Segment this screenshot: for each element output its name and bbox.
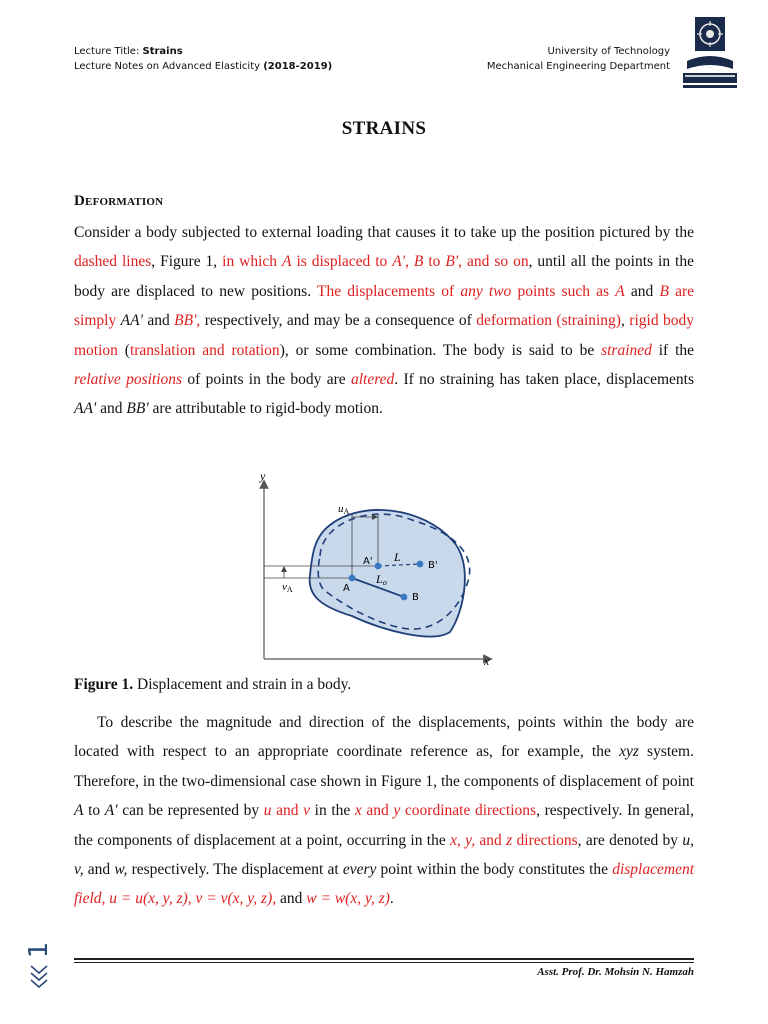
text-run: . If no straining has taken place, displacements — [394, 371, 695, 389]
text-run: w = w(x, y, z) — [306, 890, 390, 908]
text-run: A — [615, 282, 625, 300]
text-run: to — [423, 253, 446, 271]
section-heading: Deformation — [74, 193, 164, 209]
v-label: vA — [282, 581, 293, 594]
text-run: relative positions — [74, 371, 183, 389]
text-run: in the — [310, 802, 355, 820]
x-axis-label: x — [484, 654, 490, 668]
text-run: and — [83, 861, 115, 879]
department-name: Mechanical Engineering Department — [486, 61, 670, 72]
point-b — [401, 594, 408, 601]
figure-caption: Figure 1. Displacement and strain in a body. — [74, 676, 352, 693]
y-axis-label: y — [260, 469, 266, 483]
text-run: respectively, and may be a consequence of — [200, 312, 477, 330]
label-a: A — [343, 583, 350, 594]
footer-rule — [74, 958, 694, 960]
text-run: , and so on — [458, 253, 529, 271]
text-run: A' — [392, 253, 406, 271]
text-run: , — [620, 312, 630, 330]
university-name: University of Technology — [547, 46, 670, 57]
text-run: if the — [651, 341, 695, 359]
point-a-prime — [375, 563, 382, 570]
text-run: deformation (straining) — [476, 312, 621, 330]
text-run: , are denoted by — [577, 831, 683, 849]
text-run: u — [263, 802, 272, 820]
text-run: v — [303, 802, 311, 820]
text-run: x — [354, 802, 362, 820]
u-label: uA — [338, 503, 350, 516]
text-run: and — [271, 802, 304, 820]
label-Lo: Lo — [376, 572, 387, 587]
text-run: points such as — [511, 282, 616, 300]
text-run: translation and rotation — [129, 341, 280, 359]
label-L: L — [394, 550, 401, 564]
page-title: STRAINS — [341, 118, 427, 139]
text-run: and — [142, 312, 175, 330]
text-run: BB', — [174, 312, 201, 330]
text-run: u, v, — [74, 831, 695, 879]
text-run: is displaced to — [291, 253, 393, 271]
text-run: and — [276, 890, 307, 908]
text-run: and — [96, 400, 127, 418]
text-run: Consider a body subjected to external loading that causes it to take up the position pictured by the — [74, 224, 694, 241]
paragraph-displacement-field — [74, 708, 694, 914]
text-run: to — [83, 802, 105, 820]
text-run: , until all the points in the body are displaced to new positions. — [74, 253, 694, 300]
label-b: B — [412, 592, 419, 603]
text-run: AA' — [74, 400, 97, 418]
text-run: , respectively. In general, the components of displacement at a point, occurring in the — [74, 802, 694, 849]
page-number: 1 — [24, 941, 54, 959]
undeformed-body — [310, 510, 465, 637]
text-run: every — [342, 861, 377, 879]
text-run: B — [413, 253, 424, 271]
text-run: AA' — [120, 312, 143, 330]
text-run: A — [282, 253, 292, 271]
text-run: BB' — [126, 400, 149, 418]
text-run: , — [405, 253, 414, 271]
text-run: z — [506, 831, 513, 849]
text-run: A — [74, 802, 84, 820]
text-run: displacement field, u = u(x, y, z), v = v(x, y, z), — [74, 861, 695, 908]
text-run: coordinate directions — [400, 802, 537, 820]
text-run: rigid body motion — [74, 312, 695, 359]
point-b-prime — [417, 561, 424, 568]
text-run: point within the body constitutes the — [376, 861, 613, 879]
label-b-prime: B' — [428, 560, 438, 571]
text-run: dashed lines — [74, 253, 152, 271]
text-run: of points in the body are — [182, 371, 351, 389]
university-logo — [681, 17, 739, 89]
text-run: altered — [350, 371, 395, 389]
text-run: and — [475, 831, 507, 849]
text-run: B — [659, 282, 669, 300]
text-run: strained — [601, 341, 652, 359]
point-a — [349, 575, 356, 582]
text-run: any two — [460, 282, 512, 300]
text-run: B' — [445, 253, 459, 271]
text-run: are simply — [74, 282, 695, 330]
footer-author: Asst. Prof. Dr. Mohsin N. Hamzah — [537, 966, 694, 978]
lecture-header-left — [74, 44, 332, 74]
text-run: w, — [114, 861, 128, 879]
text-run: respectively. The displacement at — [127, 861, 343, 879]
lecture-title-line: Lecture Title: Strains — [74, 46, 183, 57]
figure-displacement-diagram — [252, 462, 502, 674]
label-a-prime: A' — [363, 556, 373, 567]
text-run: and — [361, 802, 394, 820]
double-chevron-icon — [26, 962, 52, 992]
text-run: , Figure 1, — [151, 253, 223, 271]
text-run: . — [389, 890, 394, 908]
text-run: can be represented by — [117, 802, 264, 820]
text-run: and — [624, 282, 660, 300]
text-run: To describe the magnitude and direction of the displacements, points within the body are located with respect to an appropriate coordinate reference as, for example, the — [74, 714, 694, 761]
text-run: in which — [222, 253, 283, 271]
footer-rule-thin — [74, 962, 694, 963]
text-run: y — [393, 802, 401, 820]
text-run: directions — [512, 831, 578, 849]
text-run: xyz — [619, 743, 639, 761]
text-run: x, y, — [450, 831, 476, 849]
lecture-notes-line: Lecture Notes on Advanced Elasticity (2018-2019) — [74, 61, 333, 72]
university-header-right — [487, 44, 670, 74]
text-run: ), or some combination. The body is said to be — [279, 341, 602, 359]
text-run: A' — [104, 802, 118, 820]
text-run: system. Therefore, in the two-dimensional case shown in Figure 1, the components of displacement of point — [74, 743, 694, 790]
text-run: ( — [117, 341, 130, 359]
paragraph-deformation — [74, 218, 694, 424]
text-run: The displacements of — [316, 282, 461, 300]
text-run: are attributable to rigid-body motion. — [148, 400, 383, 418]
